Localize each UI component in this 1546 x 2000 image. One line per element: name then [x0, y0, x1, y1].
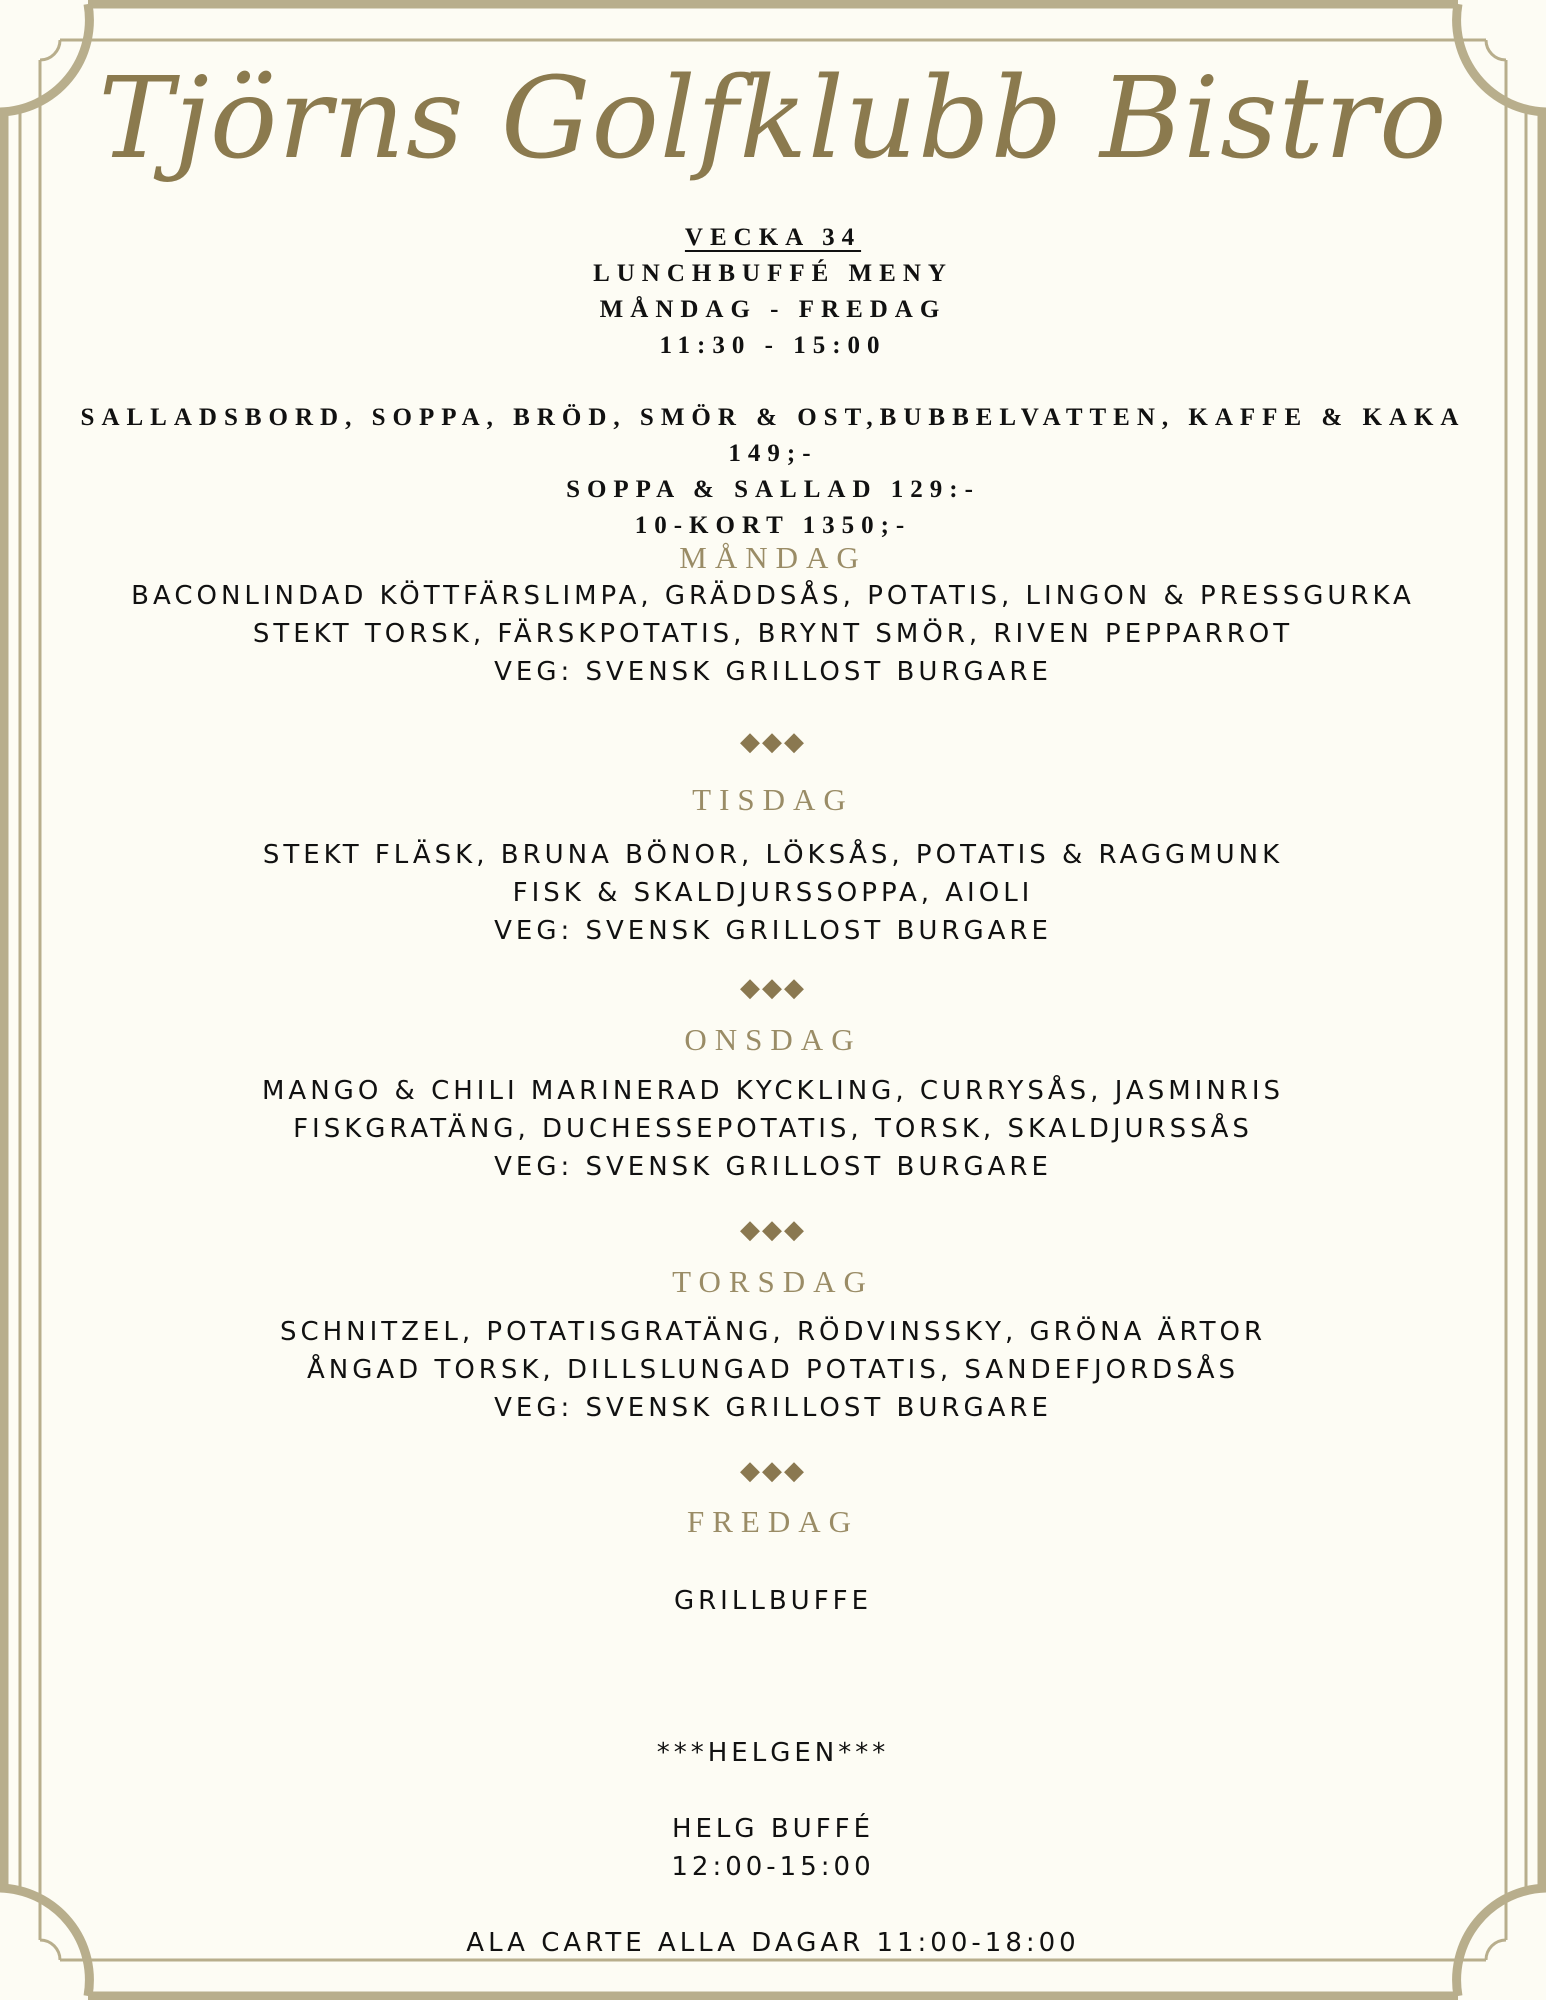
offer-line: SALLADSBORD, SOPPA, BRÖD, SMÖR & OST,BUBBELVATTEN, KAFFE & KAKA — [80, 404, 1466, 431]
day-heading-monday: MÅNDAG — [679, 540, 867, 575]
ala-carte-hours: ALA CARTE ALLA DAGAR 11:00-18:00 — [466, 1928, 1080, 1958]
dish-tuesday-1: STEKT FLÄSK, BRUNA BÖNOR, LÖKSÅS, POTATIS & RAGGMUNK — [262, 840, 1284, 870]
card-price: 10-KORT 1350;- — [634, 512, 912, 539]
dish-tuesday-3: VEG: SVENSK GRILLOST BURGARE — [494, 916, 1052, 946]
day-heading-friday: FREDAG — [686, 1504, 859, 1539]
dish-monday-3: VEG: SVENSK GRILLOST BURGARE — [494, 657, 1052, 687]
menu-name: LUNCHBUFFÉ MENY — [593, 260, 953, 287]
menu-days: MÅNDAG - FREDAG — [599, 296, 947, 323]
dish-friday-1: GRILLBUFFE — [673, 1586, 873, 1616]
weekend-label: ***HELGEN*** — [656, 1738, 890, 1768]
dish-tuesday-2: FISK & SKALDJURSSOPPA, AIOLI — [512, 878, 1034, 908]
diamond-ornament-icon: ◆◆◆ — [740, 726, 806, 756]
dish-monday-2: STEKT TORSK, FÄRSKPOTATIS, BRYNT SMÖR, RIVEN PEPPARROT — [252, 619, 1294, 649]
week-label: VECKA 34 — [684, 224, 862, 251]
dish-wednesday-3: VEG: SVENSK GRILLOST BURGARE — [494, 1152, 1052, 1182]
offer-price: 149;- — [728, 440, 818, 467]
dish-thursday-1: SCHNITZEL, POTATISGRATÄNG, RÖDVINSSKY, GRÖNA ÄRTOR — [279, 1317, 1267, 1347]
dish-wednesday-1: MANGO & CHILI MARINERAD KYCKLING, CURRYSÅS, JASMINRIS — [262, 1076, 1284, 1106]
diamond-ornament-icon: ◆◆◆ — [740, 1455, 806, 1485]
day-heading-thursday: TORSDAG — [672, 1264, 874, 1299]
dish-monday-1: BACONLINDAD KÖTTFÄRSLIMPA, GRÄDDSÅS, POTATIS, LINGON & PRESSGURKA — [131, 581, 1415, 611]
soup-salad-price: SOPPA & SALLAD 129:- — [566, 476, 980, 503]
dish-thursday-3: VEG: SVENSK GRILLOST BURGARE — [494, 1393, 1052, 1423]
menu-hours: 11:30 - 15:00 — [659, 332, 887, 359]
day-heading-tuesday: TISDAG — [692, 782, 854, 817]
weekend-buffet: HELG BUFFÉ — [671, 1814, 875, 1844]
dish-wednesday-2: FISKGRATÄNG, DUCHESSEPOTATIS, TORSK, SKALDJURSSÅS — [293, 1114, 1253, 1144]
day-heading-wednesday: ONSDAG — [684, 1022, 862, 1057]
diamond-ornament-icon: ◆◆◆ — [740, 1214, 806, 1244]
diamond-ornament-icon: ◆◆◆ — [740, 972, 806, 1002]
weekend-hours: 12:00-15:00 — [671, 1852, 875, 1882]
dish-thursday-2: ÅNGAD TORSK, DILLSLUNGAD POTATIS, SANDEFJORDSÅS — [307, 1355, 1239, 1385]
page-title: Tjörns Golfklubb Bistro — [98, 54, 1448, 184]
